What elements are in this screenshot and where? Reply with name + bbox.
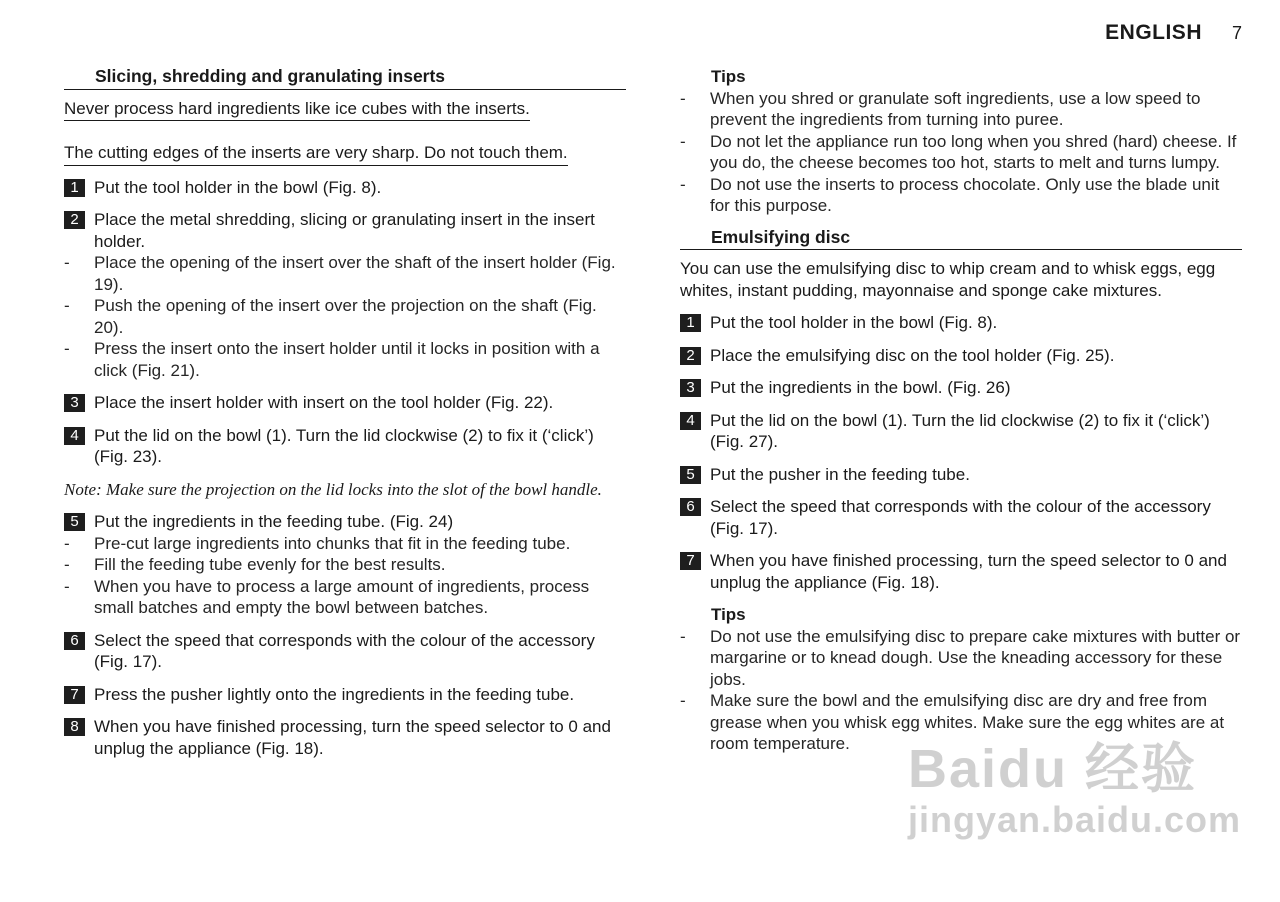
warning-1: [64, 98, 626, 122]
step-text: Put the pusher in the feeding tube.: [710, 464, 970, 484]
step-text: When you have finished processing, turn the speed selector to 0 and unplug the appliance (Fig. 18).: [94, 717, 611, 758]
step-4: [64, 425, 626, 468]
step-number: 6: [64, 632, 85, 650]
warning-text: Never process hard ingredients like ice cubes with the inserts.: [64, 98, 530, 122]
step-text: Put the lid on the bowl (1). Turn the lid clockwise (2) to fix it (‘click’) (Fig. 23).: [94, 425, 594, 466]
step-number: 6: [680, 498, 701, 516]
section-title-inserts: Slicing, shredding and granulating inserts: [64, 66, 626, 90]
watermark-line-2: jingyan.baidu.com: [908, 799, 1242, 840]
step-number: 7: [680, 552, 701, 570]
tip: - When you shred or granulate soft ingredients, use a low speed to prevent the ingredients from turning into puree.: [680, 88, 1242, 131]
step-number: 4: [64, 427, 85, 445]
tip-text: Do not use the inserts to process chocolate. Only use the blade unit for this purpose.: [710, 174, 1220, 215]
bullet-text: When you have to process a large amount of ingredients, process small batches and empty the bowl between batches.: [94, 576, 590, 617]
bullet: - Fill the feeding tube evenly for the best results.: [64, 554, 626, 576]
bullet-text: Push the opening of the insert over the projection on the shaft (Fig. 20).: [94, 296, 597, 337]
step-2: [680, 345, 1242, 367]
step-number: 4: [680, 412, 701, 430]
step-number: 3: [64, 394, 85, 412]
step-2: [64, 209, 626, 252]
step-text: Press the pusher lightly onto the ingredients in the feeding tube.: [94, 684, 575, 704]
bullet: - Push the opening of the insert over the projection on the shaft (Fig. 20).: [64, 295, 626, 338]
bullet: - Place the opening of the insert over the shaft of the insert holder (Fig. 19).: [64, 252, 626, 295]
tip-text: Make sure the bowl and the emulsifying disc are dry and free from grease when you whisk egg whites. Make sure the egg whites are at room temperature.: [710, 691, 1225, 753]
step-text: Put the tool holder in the bowl (Fig. 8).: [710, 313, 998, 332]
tips-heading: Tips: [711, 67, 746, 86]
step-number: 5: [680, 466, 701, 484]
tip-text: Do not let the appliance run too long when you shred (hard) cheese. If you do, the cheese becomes too hot, starts to melt and turns lumpy.: [710, 131, 1237, 172]
step-text: Place the emulsifying disc on the tool holder (Fig. 25).: [710, 345, 1115, 365]
bullet: - Pre-cut large ingredients into chunks that fit in the feeding tube.: [64, 533, 626, 555]
step-text: Place the insert holder with insert on the tool holder (Fig. 22).: [94, 393, 554, 412]
bullet-text: Place the opening of the insert over the shaft of the insert holder (Fig. 19).: [94, 253, 616, 294]
intro-paragraph: You can use the emulsifying disc to whip cream and to whisk eggs, egg whites, instant pudding, mayonnaise and sponge cake mixtures.: [680, 259, 1216, 300]
step-number: 5: [64, 513, 85, 531]
right-column: [680, 66, 1242, 755]
step-6: [680, 496, 1242, 539]
step-number: 2: [680, 347, 701, 365]
step-number: 2: [64, 211, 85, 229]
bullet: - Press the insert onto the insert holder until it locks in position with a click (Fig. 21).: [64, 338, 626, 381]
step-6: [64, 630, 626, 673]
baidu-watermark: [908, 739, 1242, 860]
step-number: 7: [64, 686, 85, 704]
step-number: 1: [680, 314, 701, 332]
language-label: ENGLISH: [1105, 21, 1202, 44]
page-header: [1105, 22, 1242, 45]
bullet: - When you have to process a large amount of ingredients, process small batches and empty the bowl between batches.: [64, 576, 626, 619]
note: Note: Make sure the projection on the lid locks into the slot of the bowl handle.: [64, 479, 602, 499]
tip: - Do not let the appliance run too long when you shred (hard) cheese. If you do, the cheese becomes too hot, starts to melt and turns lumpy.: [680, 131, 1242, 174]
bullet-text: Pre-cut large ingredients into chunks that fit in the feeding tube.: [94, 533, 571, 553]
bullet-text: Press the insert onto the insert holder until it locks in position with a click (Fig. 21).: [94, 339, 600, 380]
step-text: When you have finished processing, turn the speed selector to 0 and unplug the appliance (Fig. 18).: [710, 551, 1227, 592]
tip: - Do not use the emulsifying disc to prepare cake mixtures with butter or margarine or to knead dough. Use the kneading accessory for these jobs.: [680, 626, 1241, 689]
step-4: [680, 410, 1242, 453]
step-7: [680, 550, 1242, 593]
step-5: [64, 511, 626, 533]
step-text: Put the tool holder in the bowl (Fig. 8).: [94, 177, 382, 197]
step-text: Put the ingredients in the feeding tube. (Fig. 24): [94, 512, 454, 531]
step-1: [64, 177, 626, 199]
step-text: Select the speed that corresponds with the colour of the accessory (Fig. 17).: [94, 630, 595, 671]
bullet-text: Fill the feeding tube evenly for the best results.: [94, 555, 446, 574]
step-5: [680, 464, 1242, 486]
step-7: [64, 684, 626, 706]
tip: - Make sure the bowl and the emulsifying disc are dry and free from grease when you whisk egg whites. Make sure the egg whites are at room temperature.: [680, 690, 1242, 755]
tip-text: Do not use the emulsifying disc to prepare cake mixtures with butter or margarine or to knead dough. Use the kneading accessory for these jobs.: [710, 626, 1241, 689]
step-number: 3: [680, 379, 701, 397]
step-text: Put the ingredients in the bowl. (Fig. 26): [710, 378, 1011, 397]
step-number: 8: [64, 718, 85, 736]
tip: - Do not use the inserts to process chocolate. Only use the blade unit for this purpose.: [680, 174, 1242, 217]
step-8: [64, 716, 626, 759]
tips-heading: Tips: [711, 605, 746, 624]
step-3: [64, 392, 626, 414]
step-1: [680, 312, 1242, 334]
step-text: Place the metal shredding, slicing or granulating insert in the insert holder.: [94, 210, 595, 251]
step-3: [680, 377, 1242, 399]
step-number: 1: [64, 179, 85, 197]
section-title-emulsifying: Emulsifying disc: [680, 227, 1242, 251]
warning-2: [64, 142, 626, 166]
step-text: Select the speed that corresponds with the colour of the accessory (Fig. 17).: [710, 497, 1211, 538]
step-text: Put the lid on the bowl (1). Turn the lid clockwise (2) to fix it (‘click’) (Fig. 27).: [710, 410, 1210, 451]
tip-text: When you shred or granulate soft ingredients, use a low speed to prevent the ingredients from turning into puree.: [710, 88, 1201, 129]
page-number: 7: [1231, 23, 1242, 43]
watermark-line-1: Baidu 经验: [908, 739, 1198, 799]
warning-text: The cutting edges of the inserts are very sharp. Do not touch them.: [64, 142, 568, 166]
left-column: [64, 66, 626, 759]
